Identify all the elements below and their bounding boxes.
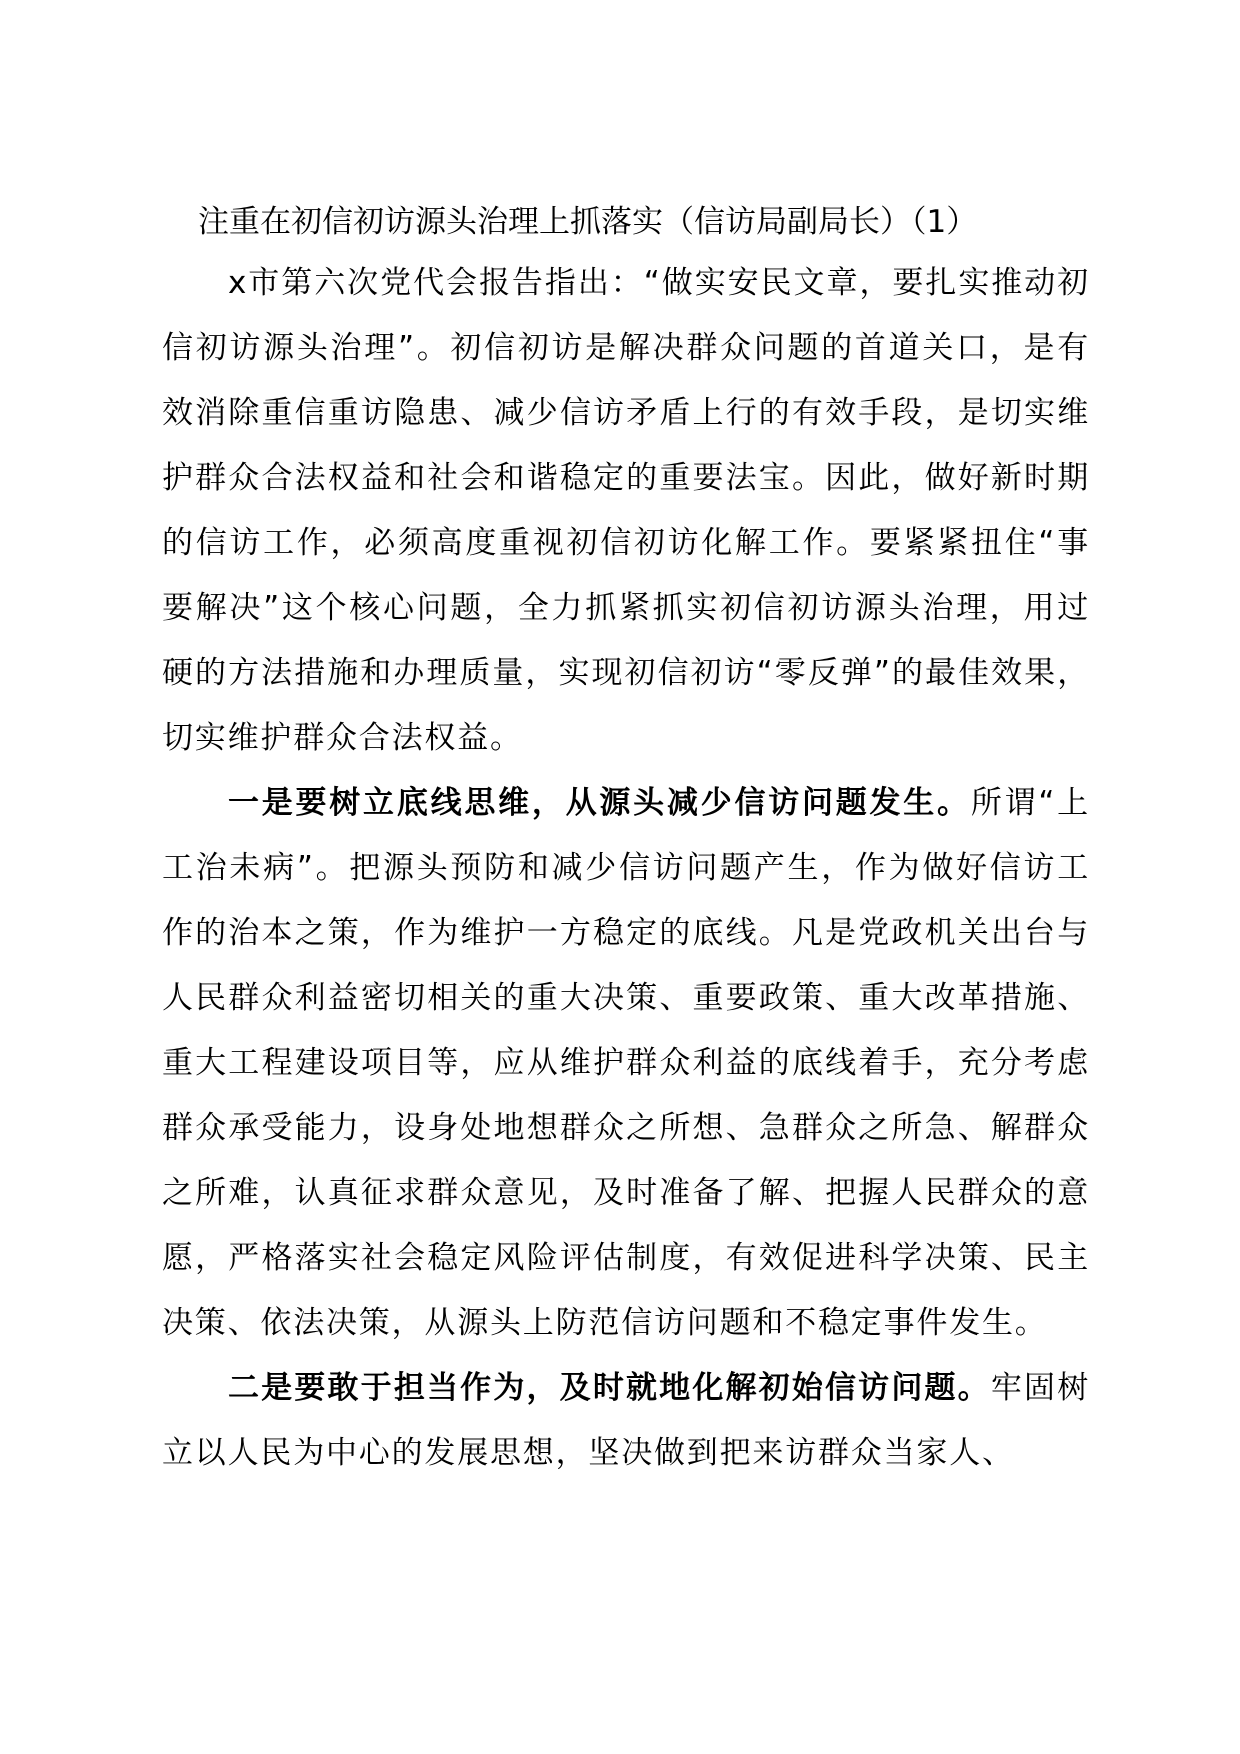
document-body [162, 251, 1090, 1486]
document-title: 注重在初信初访源头治理上抓落实（信访局副局长）（1） [198, 204, 978, 240]
paragraph-lead: 二是要敢于担当作为，及时就地化解初始信访问题。 [228, 1370, 991, 1406]
paragraph-lead: 一是要树立底线思维，从源头减少信访问题发生。 [228, 785, 971, 821]
paragraph-point-two [162, 1356, 1090, 1486]
paragraph-intro [162, 251, 1090, 771]
paragraph-point-one [162, 771, 1090, 1356]
paragraph-text: 所谓“上工治未病”。把源头预防和减少信访问题产生，作为做好信访工作的治本之策，作为维护一方稳定的底线。凡是党政机关出台与人民群众利益密切相关的重大决策、重要政策、重大改革措施、重大工程建设项目等，应从维护群众利益的底线着手，充分考虑群众承受能力，设身处地想群众之所想、急群众之所急、解群众之所难，认真征求群众意见，及时准备了解、把握人民群众的意愿，严格落实社会稳定风险评估制度，有效促进科学决策、民主决策、依法决策，从源头上防范信访问题和不稳定事件发生。 [162, 785, 1090, 1341]
paragraph-text: 牢固树立以人民为中心的发展思想，坚决做到把来访群众当家人、 [162, 1370, 1090, 1471]
paragraph-text: x市第六次党代会报告指出：“做实安民文章，要扎实推动初信初访源头治理”。初信初访是解决群众问题的首道关口，是有效消除重信重访隐患、减少信访矛盾上行的有效手段，是切实维护群众合法权益和社会和谐稳定的重要法宝。因此，做好新时期的信访工作，必须高度重视初信初访化解工作。要紧紧扭住“事要解决”这个核心问题，全力抓紧抓实初信初访源头治理，用过硬的方法措施和办理质量，实现初信初访“零反弹”的最佳效果，切实维护群众合法权益。 [162, 265, 1090, 756]
